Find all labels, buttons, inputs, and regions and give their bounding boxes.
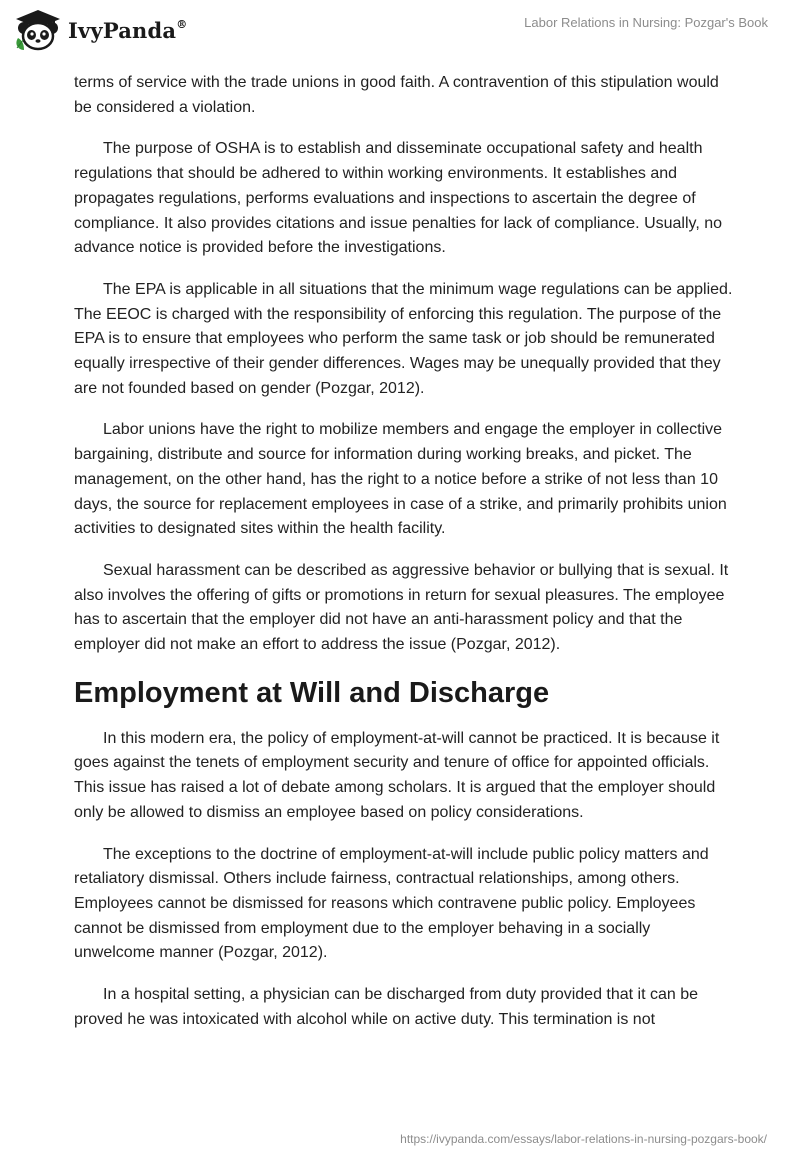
ivypanda-logo[interactable] bbox=[14, 8, 187, 52]
panda-graduation-cap-icon bbox=[14, 8, 62, 52]
registered-mark: ® bbox=[176, 17, 188, 31]
paragraph: Labor unions have the right to mobilize members and engage the employer in collective bargaining, distribute and source for information during working breaks, and picket. The management, on the other hand, has the right to a notice before a strike of not less than 10 days, the source for replacement employees in case of a strike, and primarily prohibits union activities to designated sites within the health facility. bbox=[74, 421, 727, 538]
brand-label: IvyPanda bbox=[68, 17, 177, 43]
source-url[interactable]: https://ivypanda.com/essays/labor-relations-in-nursing-pozgars-book/ bbox=[400, 1132, 767, 1146]
paragraph: The EPA is applicable in all situations that the minimum wage regulations can be applied. The EEOC is charged with the responsibility of enforcing this regulation. The purpose of the EPA is to ensure that employees who perform the same task or job should be remunerated equally irrespective of their gender differences. Wages may be unequally provided that they are not founded based on gender (Pozgar, 2012). bbox=[74, 280, 733, 397]
section-heading: Employment at Will and Discharge bbox=[74, 676, 550, 709]
paragraph: The purpose of OSHA is to establish and disseminate occupational safety and health regulations that should be adhered to within working environments. It establishes and propagates regulations, performs evaluations and inspections to ascertain the degree of compliance. It also provides citations and issue penalties for lack of compliance. Usually, no advance notice is provided before the investigations. bbox=[74, 140, 723, 257]
paragraph: The exceptions to the doctrine of employment-at-will include public policy matters and retaliatory dismissal. Others include fairness, contractual relationships, among others. Employees cannot be dismissed for reasons which contravene public policy. Employees cannot be dismissed from employment due to the employer behaving in a socially unwelcome manner (Pozgar, 2012). bbox=[74, 845, 709, 962]
essay-body bbox=[74, 71, 734, 1050]
paragraph: In a hospital setting, a physician can be discharged from duty provided that it can be proved he was intoxicated with alcohol while on active duty. This termination is not bbox=[74, 986, 699, 1028]
paragraph: terms of service with the trade unions in good faith. A contravention of this stipulation would be considered a violation. bbox=[74, 74, 719, 116]
paragraph: In this modern era, the policy of employment-at-will cannot be practiced. It is because it goes against the tenets of employment security and tenure of office for appointed officials. This issue has raised a lot of debate among scholars. It is argued that the employer should only be allowed to dismiss an employee based on policy considerations. bbox=[74, 729, 720, 821]
page-header bbox=[0, 0, 800, 66]
document-title: Labor Relations in Nursing: Pozgar's Book bbox=[524, 15, 768, 30]
brand-name bbox=[68, 18, 187, 43]
paragraph: Sexual harassment can be described as aggressive behavior or bullying that is sexual. It also involves the offering of gifts or promotions in return for sexual pleasures. The employee has to ascertain that the employer did not have an anti-harassment policy and that the employer did not make an effort to address the issue (Pozgar, 2012). bbox=[74, 561, 729, 654]
